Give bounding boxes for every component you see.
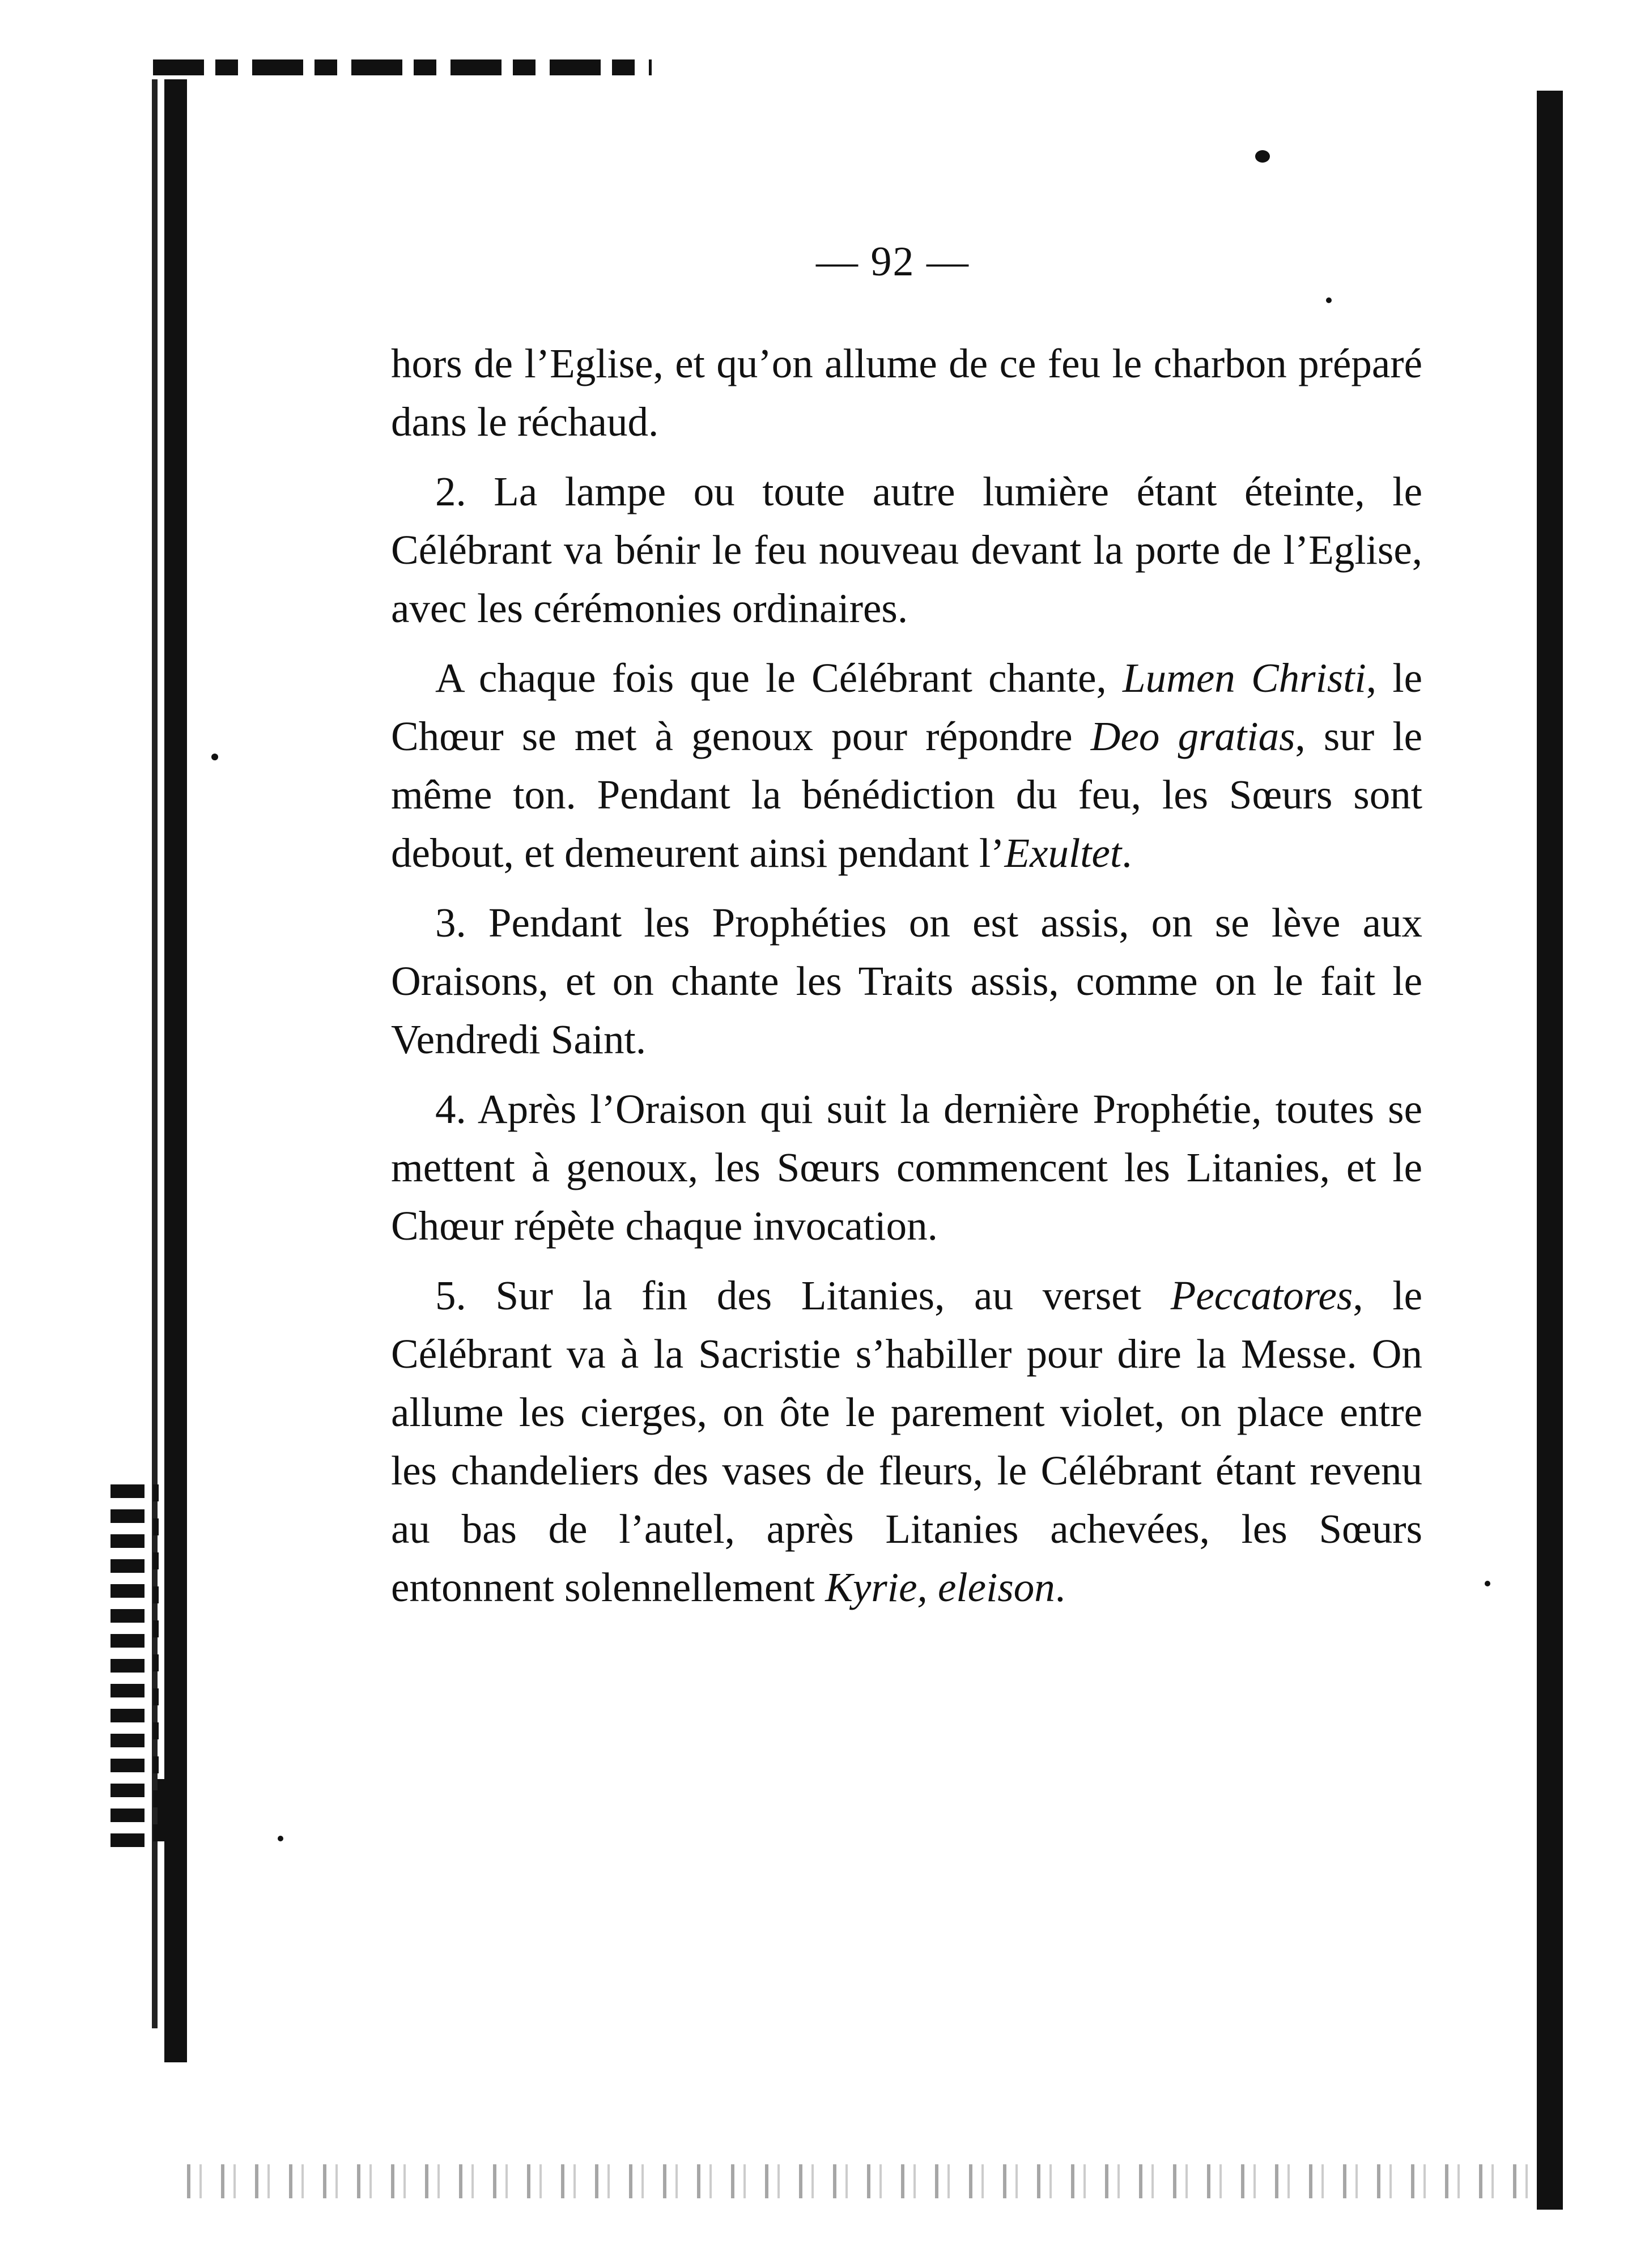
scan-speck: [211, 754, 218, 760]
text-run: .: [1055, 1564, 1066, 1610]
scan-side-marks: [110, 1484, 144, 1847]
italic-lumen-christi: Lumen Christi: [1123, 655, 1366, 701]
scan-speck: [278, 1836, 283, 1841]
scan-border-top: [153, 59, 652, 75]
italic-peccatores: Peccatores: [1170, 1273, 1353, 1318]
scan-speck: [1255, 150, 1270, 163]
paragraph-2: 2. La lampe ou toute autre lumière étant éteinte, le Célébrant va bénir le feu nouveau devant la porte de l’Eglise, avec les cérémonies ordinaires.: [391, 469, 1422, 631]
text-run: , le Célébrant va à la Sacristie s’habiller pour dire la Messe. On allume les cierges, on ôte le parement violet, on place entre les chandeliers des vases de fleurs, le Célébrant étant revenu au bas de l’autel, après Litanies achevées, les Sœurs entonnent solennellement: [391, 1273, 1422, 1610]
scan-speck: [1485, 1581, 1490, 1586]
text-run: , sur le même ton. Pendant la bénédiction du feu, les Sœurs sont debout, et demeurent ainsi pendant l’: [391, 713, 1422, 876]
italic-exultet: Exultet: [1004, 830, 1122, 876]
scan-bottom-noise: [187, 2164, 1536, 2198]
scan-side-block: [158, 1779, 180, 1841]
text-run: A chaque fois que le Célébrant chante,: [435, 655, 1123, 701]
scan-border-left: [164, 79, 187, 2062]
paragraph-lumen-christi: [391, 649, 1422, 882]
scan-speck: [1326, 297, 1332, 303]
paragraph-4: 4. Après l’Oraison qui suit la dernière Prophétie, toutes se mettent à genoux, les Sœurs commencent les Litanies, et le Chœur répète chaque invocation.: [391, 1086, 1422, 1249]
italic-deo-gratias: Deo gratias: [1090, 713, 1295, 759]
paragraph-5: [391, 1266, 1422, 1616]
paragraph-3: 3. Pendant les Prophéties on est assis, on se lève aux Oraisons, et on chante les Traits assis, comme on le fait le Vendredi Saint.: [391, 900, 1422, 1062]
paragraph-continuation: hors de l’Eglise, et qu’on allume de ce feu le charbon préparé dans le réchaud.: [391, 341, 1422, 445]
body-text: [391, 334, 1422, 1628]
text-run: , le Chœur se met à genoux pour répondre: [391, 655, 1422, 759]
page-number: — 92 —: [816, 239, 970, 285]
text-run: 5. Sur la fin des Litanies, au verset: [435, 1273, 1171, 1318]
scan-border-right: [1537, 91, 1563, 2210]
italic-kyrie-eleison: Kyrie, eleison: [825, 1564, 1055, 1610]
text-run: .: [1121, 830, 1132, 876]
